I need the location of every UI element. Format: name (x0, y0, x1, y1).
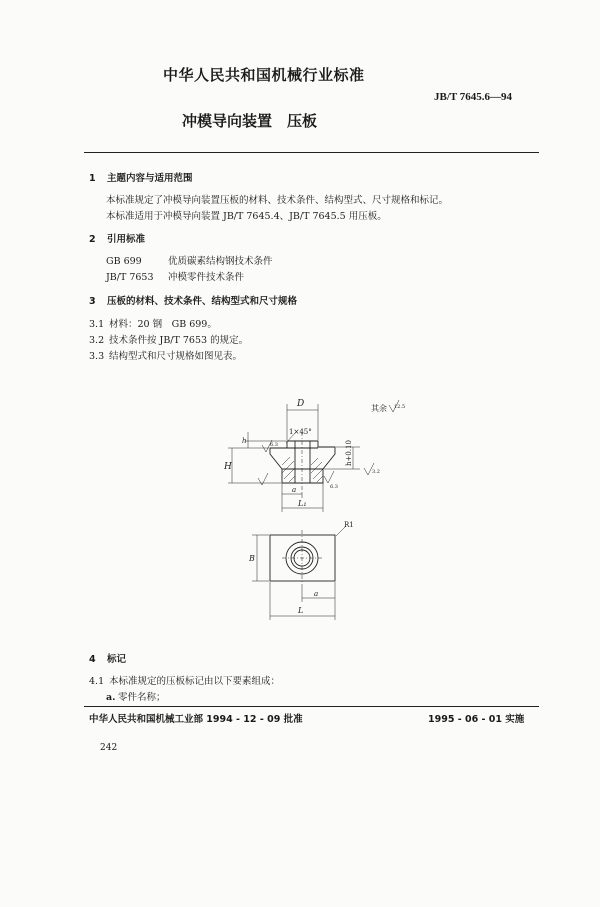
roughness-value: 6.3 (330, 484, 338, 490)
roughness-value: 3.2 (372, 469, 380, 475)
section-4-heading (89, 651, 126, 665)
section-1-paragraph-2: 本标准适用于冲模导向装置 JB/T 7645.4、JB/T 7645.5 用压板。 (106, 211, 387, 222)
section-title: 压板的材料、技术条件、结构型式和尺寸规格 (107, 296, 298, 307)
clause-4-1 (89, 673, 280, 687)
footer-rule (84, 706, 539, 707)
section-1-paragraph-1: 本标准规定了冲模导向装置压板的材料、技术条件、结构型式、尺寸规格和标记。 (106, 195, 449, 206)
reference-text: 优质碳素结构钢技术条件 (168, 256, 273, 267)
rest-roughness-note: 其余 (371, 404, 387, 413)
clause-number: 3.3 (89, 351, 105, 362)
publisher-title: 中华人民共和国机械行业标准 (163, 66, 365, 84)
reference-2 (106, 269, 244, 283)
clause-number: 3.2 (89, 335, 105, 346)
rest-roughness-value: 12.5 (394, 404, 406, 410)
clause-text: 技术条件按 JB/T 7653 的规定。 (109, 335, 249, 346)
document-title: 冲模导向装置 压板 (182, 112, 318, 130)
section-number: 1 (89, 173, 96, 184)
item-label: a. (106, 692, 116, 703)
section-number: 4 (89, 654, 96, 665)
reference-text: 冲模零件技术条件 (168, 272, 245, 283)
radius-R1: R1 (344, 521, 354, 529)
clause-text: 材料：20 钢 GB 699。 (109, 319, 217, 330)
effective-date: 1995 - 06 - 01 实施 (428, 714, 525, 725)
chamfer-label: 1×45° (289, 428, 312, 436)
dimension-a-top: a (314, 590, 319, 598)
approval-line: 中华人民共和国机械工业部 1994 - 12 - 09 批准 (89, 714, 303, 725)
header-rule (84, 152, 539, 153)
tolerance-label: h+0.10 (345, 440, 353, 466)
dimension-H: H (224, 462, 232, 472)
reference-1 (106, 253, 273, 267)
dimension-h: h (242, 437, 247, 445)
roughness-symbol-icon (324, 471, 334, 483)
clause-3-1 (89, 316, 217, 330)
section-title: 引用标准 (107, 234, 146, 245)
clause-3-2 (89, 332, 248, 346)
section-title: 主题内容与适用范围 (107, 173, 193, 184)
section-number: 2 (89, 234, 96, 245)
clause-text: 结构型式和尺寸规格如图见表。 (109, 351, 243, 362)
clause-number: 3.1 (89, 319, 105, 330)
dimension-L: L (298, 606, 304, 615)
page-number: 242 (100, 743, 118, 753)
section-title: 标记 (107, 654, 127, 665)
reference-code: JB/T 7653 (106, 272, 154, 283)
section-1-heading (89, 170, 193, 184)
clause-text: 本标准规定的压板标记由以下要素组成： (109, 676, 281, 687)
dimension-L1: L₁ (298, 499, 307, 508)
section-number: 3 (89, 296, 96, 307)
dimension-B: B (249, 554, 255, 563)
pressure-plate-drawing (0, 380, 600, 640)
section-2-heading (89, 231, 145, 245)
standard-code: JB/T 7645.6—94 (434, 91, 513, 103)
roughness-value: 6.3 (270, 442, 278, 448)
clause-number: 4.1 (89, 676, 105, 687)
reference-code: GB 699 (106, 256, 142, 267)
dimension-D: D (297, 399, 305, 409)
top-view (270, 530, 335, 586)
dimension-a-front: a (292, 486, 297, 494)
item-text: 零件名称； (118, 692, 166, 703)
section-3-heading (89, 293, 297, 307)
clause-3-3 (89, 348, 242, 362)
item-a (106, 689, 166, 703)
